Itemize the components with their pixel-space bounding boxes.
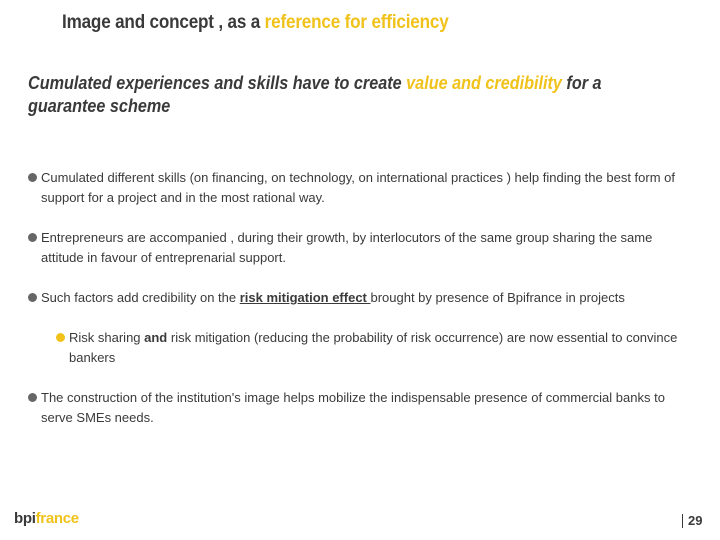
bullet-dot [28,173,37,182]
bullet-text-end: brought by presence of Bpifrance in projects [370,290,625,305]
sub-bullet-item [56,328,688,368]
bullet-item [28,168,688,208]
bullet-item [28,288,688,308]
logo-france: france [35,510,79,527]
bullet-dot [28,233,37,242]
sub-bullet-dot [56,333,65,342]
bpifrance-logo [14,510,79,527]
bullet-underlined-text: risk mitigation effect [239,290,371,305]
bullet-text-end: risk mitigation (reducing the probability of risk occurrence) are now essential to convince bankers [69,330,678,365]
slide-subtitle [28,72,658,118]
title-text: Image and concept , as a [62,12,265,33]
title-accent: reference for efficiency [264,12,449,33]
subtitle-text: Cumulated experiences and skills have to create [28,73,407,93]
bullet-list [28,168,688,448]
bullet-item [28,388,688,428]
bullet-text: Cumulated different skills (on financing, on technology, on international practices ) help finding the best form of support for a project and in the most rational way. [41,170,675,205]
bullet-text: Risk sharing [69,330,145,345]
slide-title [62,12,449,34]
bullet-bold-text: and [144,330,168,345]
bullet-item [28,228,688,268]
logo-bpi: bpi [14,510,36,527]
subtitle-accent: value and credibility [406,73,562,93]
bullet-text: The construction of the institution's image helps mobilize the indispensable presence of commercial banks to serve SMEs needs. [41,390,665,425]
bullet-dot [28,393,37,402]
bullet-text: Entrepreneurs are accompanied , during their growth, by interlocutors of the same group sharing the same attitude in favour of entreprenarial support. [41,230,653,265]
bullet-dot [28,293,37,302]
page-number: 29 [682,514,702,528]
bullet-text: Such factors add credibility on the [41,290,240,305]
subtitle-text-end: for a guarantee scheme [28,73,602,116]
